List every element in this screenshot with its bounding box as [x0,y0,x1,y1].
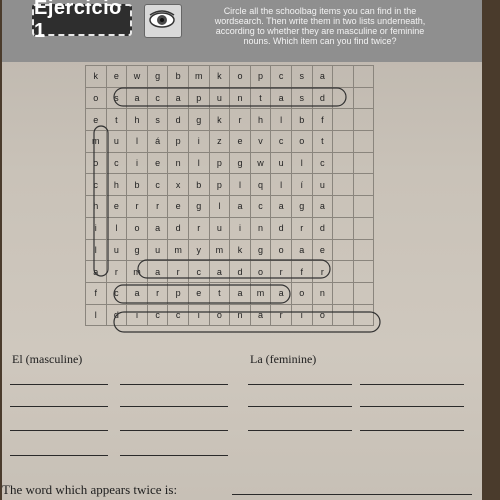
grid-cell[interactable]: m [251,283,272,305]
answer-line[interactable] [10,406,108,407]
grid-cell[interactable]: c [251,196,272,218]
grid-cell[interactable]: f [86,283,107,305]
grid-cell[interactable]: a [210,261,231,283]
grid-cell[interactable]: c [148,305,169,327]
grid-cell[interactable]: a [271,283,292,305]
grid-cell[interactable]: n [251,218,272,240]
grid-cell[interactable]: a [271,88,292,110]
grid-cell[interactable]: y [189,240,210,262]
grid-cell[interactable]: u [107,240,128,262]
grid-cell[interactable]: i [127,153,148,175]
grid-cell[interactable]: i [230,218,251,240]
grid-cell[interactable]: r [292,218,313,240]
grid-cell[interactable] [354,174,375,196]
grid-cell[interactable]: w [127,66,148,88]
answer-line[interactable] [248,384,352,385]
grid-cell[interactable]: d [230,261,251,283]
grid-cell[interactable]: r [168,261,189,283]
grid-cell[interactable]: á [148,131,169,153]
grid-cell[interactable]: p [168,283,189,305]
answer-line[interactable] [10,430,108,431]
grid-cell[interactable]: l [230,174,251,196]
grid-cell[interactable]: g [251,240,272,262]
grid-cell[interactable]: n [230,88,251,110]
grid-cell[interactable]: a [292,240,313,262]
grid-cell[interactable] [354,109,375,131]
grid-cell[interactable]: l [127,131,148,153]
grid-cell[interactable] [354,153,375,175]
grid-cell[interactable]: a [230,283,251,305]
answer-line[interactable] [120,430,228,431]
grid-cell[interactable]: c [271,131,292,153]
grid-cell[interactable]: c [168,305,189,327]
grid-cell[interactable]: b [292,109,313,131]
grid-cell[interactable]: r [189,218,210,240]
grid-cell[interactable]: m [127,261,148,283]
grid-cell[interactable]: c [189,261,210,283]
grid-cell[interactable] [354,218,375,240]
grid-cell[interactable] [354,196,375,218]
grid-cell[interactable]: a [127,88,148,110]
grid-cell[interactable]: i [292,305,313,327]
grid-cell[interactable]: a [148,218,169,240]
grid-cell[interactable]: o [271,240,292,262]
grid-cell[interactable]: v [251,131,272,153]
grid-cell[interactable]: q [251,174,272,196]
grid-cell[interactable]: n [230,305,251,327]
grid-cell[interactable]: d [168,218,189,240]
exercise-title: Ejercicio 1 [32,4,132,36]
grid-cell[interactable] [333,174,354,196]
grid-cell[interactable]: o [127,218,148,240]
grid-cell[interactable]: r [127,196,148,218]
grid-cell[interactable]: e [148,153,169,175]
grid-cell[interactable]: d [313,88,334,110]
grid-cell[interactable] [333,88,354,110]
answer-line[interactable] [248,406,352,407]
grid-cell[interactable]: u [210,218,231,240]
grid-cell[interactable]: p [210,174,231,196]
grid-cell[interactable]: s [292,88,313,110]
grid-cell[interactable] [354,261,375,283]
grid-cell[interactable]: a [230,196,251,218]
grid-cell[interactable]: r [271,305,292,327]
grid-cell[interactable]: u [107,131,128,153]
grid-cell[interactable]: n [168,153,189,175]
answer-line[interactable] [248,430,352,431]
grid-cell[interactable]: u [271,153,292,175]
grid-cell[interactable]: a [313,66,334,88]
grid-cell[interactable]: a [127,283,148,305]
grid-cell[interactable]: k [210,66,231,88]
grid-cell[interactable]: c [148,88,169,110]
grid-cell[interactable]: d [168,109,189,131]
grid-cell[interactable]: s [292,66,313,88]
twice-question: The word which appears twice is: [2,482,178,497]
instructions-text: Circle all the schoolbag items you can find in the wordsearch. Then write them in two lists underneath, according to whether they are masculine or feminine nouns. Which item can you find twice? [214,6,426,46]
grid-cell[interactable]: o [86,88,107,110]
answer-line[interactable] [360,406,464,407]
masculine-label: El (masculine) [12,352,83,366]
grid-cell[interactable]: b [127,174,148,196]
grid-cell[interactable] [333,218,354,240]
grid-cell[interactable]: m [189,66,210,88]
grid-cell[interactable]: d [313,218,334,240]
grid-cell[interactable]: m [168,240,189,262]
grid-cell[interactable]: o [210,305,231,327]
grid-cell[interactable]: a [313,196,334,218]
grid-cell[interactable] [333,66,354,88]
grid-cell[interactable]: t [251,88,272,110]
answer-line[interactable] [10,384,108,385]
grid-cell[interactable]: e [230,131,251,153]
grid-cell[interactable]: e [107,196,128,218]
twice-answer-line[interactable] [232,494,472,495]
grid-cell[interactable] [333,131,354,153]
grid-cell[interactable]: l [107,218,128,240]
grid-cell[interactable]: c [107,283,128,305]
grid-cell[interactable] [354,131,375,153]
grid-cell[interactable]: a [271,196,292,218]
grid-cell[interactable]: r [271,261,292,283]
grid-cell[interactable] [354,283,375,305]
grid-cell[interactable] [333,240,354,262]
grid-cell[interactable]: a [86,261,107,283]
grid-cell[interactable]: s [148,109,169,131]
grid-cell[interactable] [333,153,354,175]
grid-cell[interactable]: n [313,283,334,305]
grid-cell[interactable]: i [189,305,210,327]
grid-cell[interactable]: t [107,109,128,131]
grid-cell[interactable]: p [189,88,210,110]
grid-cell[interactable]: k [230,240,251,262]
grid-cell[interactable]: s [107,88,128,110]
grid-cell[interactable] [354,88,375,110]
grid-cell[interactable]: r [107,261,128,283]
grid-cell[interactable] [333,261,354,283]
eye-icon [144,4,182,38]
grid-cell[interactable]: h [251,109,272,131]
grid-cell[interactable]: l [86,240,107,262]
grid-cell[interactable]: r [313,261,334,283]
grid-cell[interactable]: d [271,218,292,240]
grid-cell[interactable]: g [292,196,313,218]
grid-cell[interactable]: u [313,174,334,196]
grid-cell[interactable]: i [86,218,107,240]
grid-cell[interactable]: i [189,131,210,153]
grid-cell[interactable]: e [189,283,210,305]
grid-cell[interactable]: a [251,305,272,327]
grid-cell[interactable]: l [86,305,107,327]
grid-cell[interactable]: o [230,66,251,88]
feminine-label: La (feminine) [250,352,317,366]
grid-cell[interactable]: t [313,131,334,153]
answer-line[interactable] [120,455,228,456]
grid-cell[interactable]: c [86,174,107,196]
grid-cell[interactable]: l [189,153,210,175]
grid-cell[interactable]: l [292,153,313,175]
grid-cell[interactable] [333,196,354,218]
grid-cell[interactable]: h [127,109,148,131]
grid-cell[interactable]: l [210,196,231,218]
grid-cell[interactable]: c [313,153,334,175]
grid-cell[interactable]: e [168,196,189,218]
grid-cell[interactable]: g [189,196,210,218]
grid-cell[interactable]: b [189,174,210,196]
grid-cell[interactable] [333,305,354,327]
grid-cell[interactable]: k [210,109,231,131]
grid-cell[interactable]: i [127,305,148,327]
grid-cell[interactable]: t [210,283,231,305]
grid-cell[interactable]: c [107,153,128,175]
grid-cell[interactable]: o [292,283,313,305]
grid-cell[interactable]: u [210,88,231,110]
wordsearch-grid [85,65,374,326]
grid-cell[interactable]: k [86,66,107,88]
grid-cell[interactable]: g [189,109,210,131]
grid-cell[interactable]: o [313,305,334,327]
grid-cell[interactable]: o [86,153,107,175]
grid-cell[interactable]: í [292,174,313,196]
grid-cell[interactable]: a [148,261,169,283]
grid-cell[interactable]: o [251,261,272,283]
grid-cell[interactable]: m [86,131,107,153]
grid-cell[interactable] [354,66,375,88]
grid-cell[interactable]: r [230,109,251,131]
grid-cell[interactable]: o [292,131,313,153]
grid-cell[interactable]: z [210,131,231,153]
grid-cell[interactable]: l [271,109,292,131]
grid-cell[interactable]: b [168,66,189,88]
grid-cell[interactable] [333,283,354,305]
grid-cell[interactable]: w [251,153,272,175]
worksheet-page [2,0,482,500]
grid-cell[interactable] [354,240,375,262]
grid-cell[interactable]: e [313,240,334,262]
grid-cell[interactable]: c [148,174,169,196]
grid-cell[interactable]: p [168,131,189,153]
grid-cell[interactable]: g [148,66,169,88]
grid-cell[interactable]: p [251,66,272,88]
grid-cell[interactable] [333,109,354,131]
grid-cell[interactable]: h [86,196,107,218]
grid-cell[interactable]: g [230,153,251,175]
answer-line[interactable] [120,406,228,407]
grid-cell[interactable]: r [148,283,169,305]
answer-line[interactable] [360,430,464,431]
grid-cell[interactable]: f [313,109,334,131]
grid-cell[interactable]: e [107,66,128,88]
answer-line[interactable] [360,384,464,385]
grid-cell[interactable]: r [148,196,169,218]
grid-cell[interactable]: u [148,240,169,262]
grid-cell[interactable]: g [127,240,148,262]
grid-cell[interactable]: m [210,240,231,262]
answer-line[interactable] [10,455,108,456]
grid-cell[interactable]: h [107,174,128,196]
grid-cell[interactable]: f [292,261,313,283]
grid-cell[interactable]: a [168,88,189,110]
grid-cell[interactable]: d [107,305,128,327]
grid-cell[interactable]: e [86,109,107,131]
grid-cell[interactable] [354,305,375,327]
grid-cell[interactable]: c [271,66,292,88]
grid-cell[interactable]: x [168,174,189,196]
grid-cell[interactable]: l [271,174,292,196]
answer-line[interactable] [120,384,228,385]
grid-cell[interactable]: p [210,153,231,175]
